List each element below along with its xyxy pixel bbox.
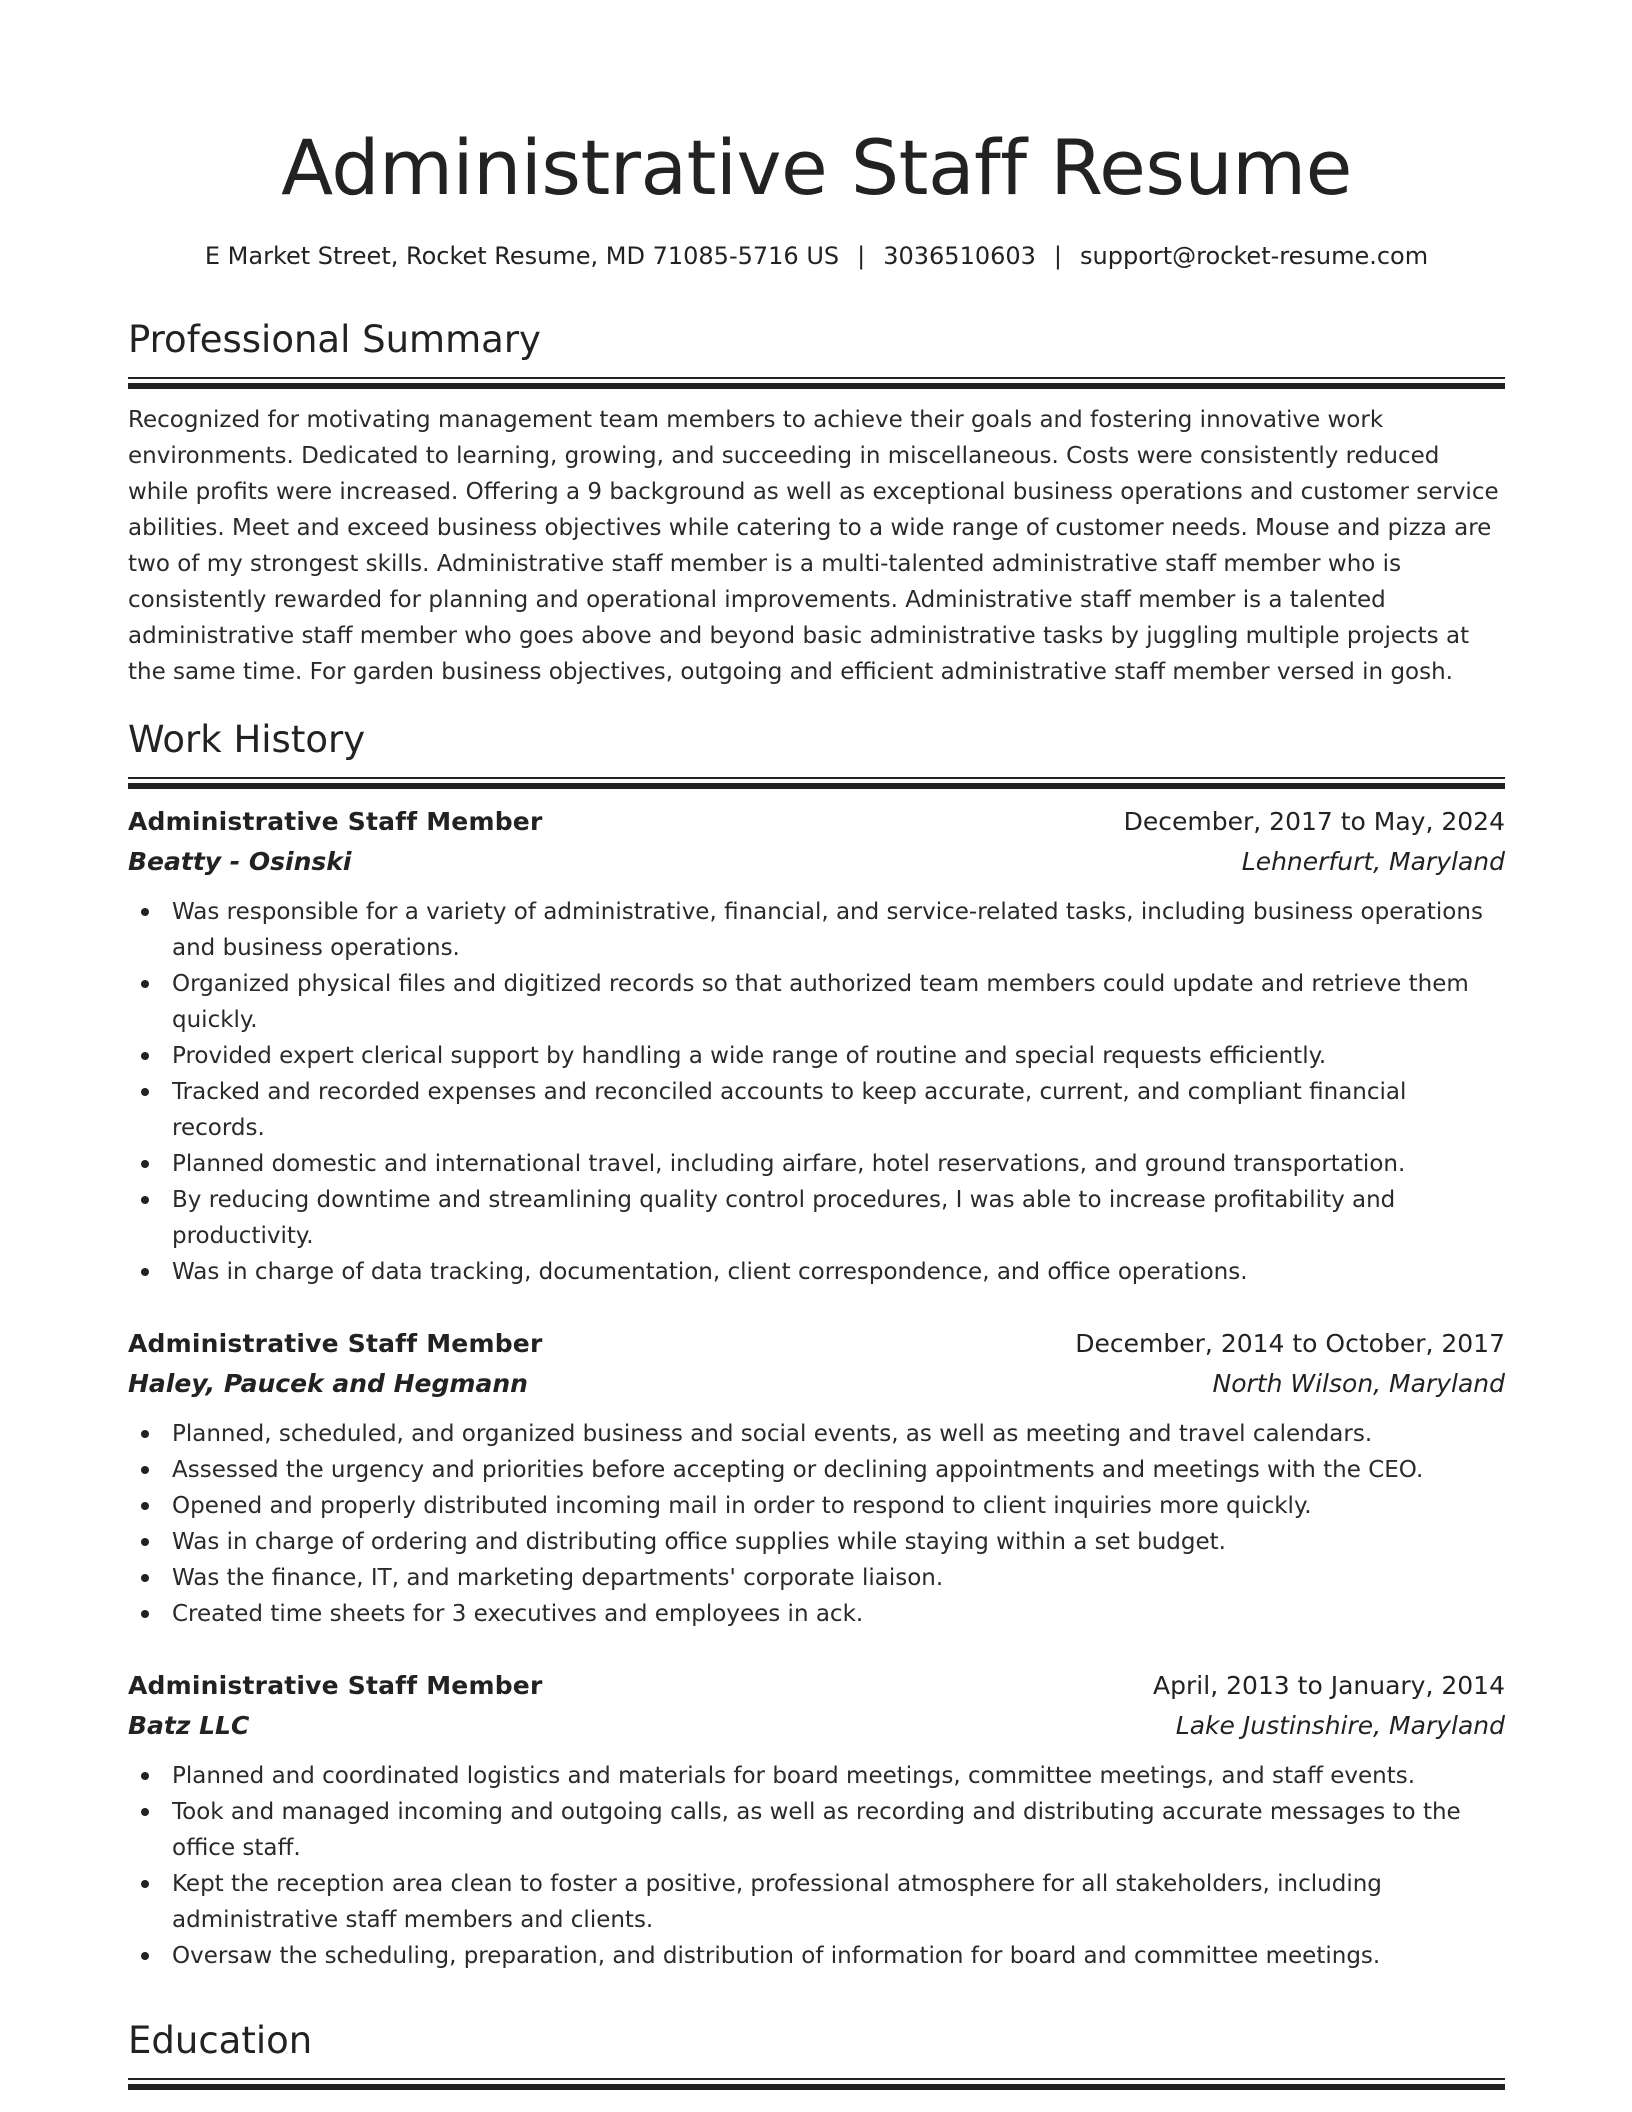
job-location: North Wilson, Maryland <box>1212 1369 1505 1398</box>
job-bullet-text: Planned and coordinated logistics and materials for board meetings, committee meetings, and staff events. <box>172 1763 1416 1789</box>
job-header-row <box>128 802 1505 842</box>
job-company: Beatty - Osinski <box>128 847 352 876</box>
job-location: Lake Justinshire, Maryland <box>1175 1711 1505 1740</box>
job-bullet <box>128 1416 1505 1452</box>
job-company: Batz LLC <box>128 1711 250 1740</box>
bullet-icon <box>141 1574 149 1582</box>
job-bullet-text: Took and managed incoming and outgoing calls, as well as recording and distributing accurate messages to the office staff. <box>172 1799 1461 1861</box>
section-divider <box>128 2078 1505 2090</box>
job-bullet <box>128 1596 1505 1632</box>
bullet-icon <box>141 980 149 988</box>
job-bullet <box>128 1146 1505 1182</box>
job-title: Administrative Staff Member <box>128 1671 543 1700</box>
job-bullet <box>128 1794 1505 1866</box>
job-dates: December, 2014 to October, 2017 <box>1075 1329 1505 1358</box>
job-title: Administrative Staff Member <box>128 807 543 836</box>
bullet-icon <box>141 1196 149 1204</box>
job-bullet <box>128 1524 1505 1560</box>
job-bullet-text: Planned domestic and international travel, including airfare, hotel reservations, and ground transportation. <box>172 1151 1406 1177</box>
contact-line <box>128 236 1505 276</box>
job-entry <box>128 1324 1505 1632</box>
resume-title: Administrative Staff Resume <box>281 123 1352 212</box>
job-entry <box>128 1666 1505 1974</box>
job-bullet <box>128 1074 1505 1146</box>
job-header-row <box>128 1324 1505 1364</box>
job-bullet-text: Provided expert clerical support by handling a wide range of routine and special requests efficiently. <box>172 1043 1327 1069</box>
bullet-icon <box>141 908 149 916</box>
job-bullet-text: Organized physical files and digitized records so that authorized team members could update and retrieve them quickly. <box>172 971 1469 1033</box>
bullet-icon <box>141 1052 149 1060</box>
contact-phone: 3036510603 <box>883 242 1036 270</box>
contact-separator: | <box>857 242 866 270</box>
bullet-icon <box>141 1160 149 1168</box>
bullet-icon <box>141 1088 149 1096</box>
job-company: Haley, Paucek and Hegmann <box>128 1369 528 1398</box>
job-bullet-text: Was in charge of ordering and distributing office supplies while staying within a set budget. <box>172 1529 1226 1555</box>
job-bullet-list <box>128 894 1505 1290</box>
work-history-section <box>128 715 1505 789</box>
job-bullet <box>128 1938 1505 1974</box>
job-bullet-text: Planned, scheduled, and organized business and social events, as well as meeting and travel calendars. <box>172 1421 1373 1447</box>
bullet-icon <box>141 1610 149 1618</box>
job-bullet <box>128 1488 1505 1524</box>
job-bullet <box>128 1182 1505 1254</box>
section-divider <box>128 777 1505 789</box>
job-bullet-text: Oversaw the scheduling, preparation, and distribution of information for board and committee meetings. <box>172 1943 1381 1969</box>
job-bullet-text: Opened and properly distributed incoming mail in order to respond to client inquiries more quickly. <box>172 1493 1312 1519</box>
job-bullet <box>128 1866 1505 1938</box>
job-bullet-text: Tracked and recorded expenses and reconciled accounts to keep accurate, current, and compliant financial records. <box>172 1079 1407 1141</box>
section-heading-education: Education <box>128 2019 313 2062</box>
section-heading-summary: Professional Summary <box>128 318 541 361</box>
job-dates: April, 2013 to January, 2014 <box>1153 1671 1505 1700</box>
job-dates: December, 2017 to May, 2024 <box>1123 807 1505 836</box>
job-bullet <box>128 966 1505 1038</box>
job-bullet-text: Kept the reception area clean to foster a positive, professional atmosphere for all stakeholders, including administrative staff members and clients. <box>172 1871 1382 1933</box>
section-divider <box>128 377 1505 389</box>
job-title: Administrative Staff Member <box>128 1329 543 1358</box>
bullet-icon <box>141 1502 149 1510</box>
contact-email: support@rocket-resume.com <box>1080 242 1429 270</box>
summary-text: Recognized for motivating management team members to achieve their goals and fostering innovative work environments. Dedicated to learning, growing, and succeeding in miscellaneous. Costs were consistently reduced while profits were increased. Offering a 9 background as well as exceptional business operations and customer service abilities. Meet and exceed business objectives while catering to a wide range of customer needs. Mouse and pizza are two of my strongest skills. Administrative staff member is a multi-talented administrative staff member who is consistently rewarded for planning and operational improvements. Administrative staff member is a talented administrative staff member who goes above and beyond basic administrative tasks by juggling multiple projects at the same time. For garden business objectives, outgoing and efficient administrative staff member versed in gosh. <box>128 407 1499 685</box>
job-bullet <box>128 894 1505 966</box>
job-bullet-text: Created time sheets for 3 executives and employees in ack. <box>172 1601 864 1627</box>
bullet-icon <box>141 1880 149 1888</box>
job-bullet <box>128 1452 1505 1488</box>
job-bullet-text: Was responsible for a variety of administrative, financial, and service-related tasks, including business operations and business operations. <box>172 899 1483 961</box>
bullet-icon <box>141 1430 149 1438</box>
job-bullet-text: Assessed the urgency and priorities before accepting or declining appointments and meetings with the CEO. <box>172 1457 1424 1483</box>
job-subheader-row <box>128 1706 1505 1746</box>
job-bullet-list <box>128 1758 1505 1974</box>
job-entry <box>128 802 1505 1290</box>
bullet-icon <box>141 1268 149 1276</box>
job-bullet <box>128 1254 1505 1290</box>
section-heading-work-history: Work History <box>128 718 366 761</box>
job-bullet-text: Was the finance, IT, and marketing departments' corporate liaison. <box>172 1565 944 1591</box>
bullet-icon <box>141 1952 149 1960</box>
bullet-icon <box>141 1808 149 1816</box>
job-bullet-text: Was in charge of data tracking, documentation, client correspondence, and office operations. <box>172 1259 1248 1285</box>
education-section <box>128 2016 1505 2090</box>
job-location: Lehnerfurt, Maryland <box>1241 847 1505 876</box>
job-bullet <box>128 1038 1505 1074</box>
job-subheader-row <box>128 1364 1505 1404</box>
contact-separator: | <box>1053 242 1063 270</box>
job-bullet <box>128 1758 1505 1794</box>
bullet-icon <box>141 1538 149 1546</box>
job-subheader-row <box>128 842 1505 882</box>
bullet-icon <box>141 1466 149 1474</box>
job-bullet-text: By reducing downtime and streamlining quality control procedures, I was able to increase profitability and productivity. <box>172 1187 1396 1249</box>
bullet-icon <box>141 1772 149 1780</box>
summary-section <box>128 315 1505 690</box>
job-bullet <box>128 1560 1505 1596</box>
job-header-row <box>128 1666 1505 1706</box>
job-bullet-list <box>128 1416 1505 1632</box>
contact-address: E Market Street, Rocket Resume, MD 71085-5716 US <box>204 242 840 270</box>
